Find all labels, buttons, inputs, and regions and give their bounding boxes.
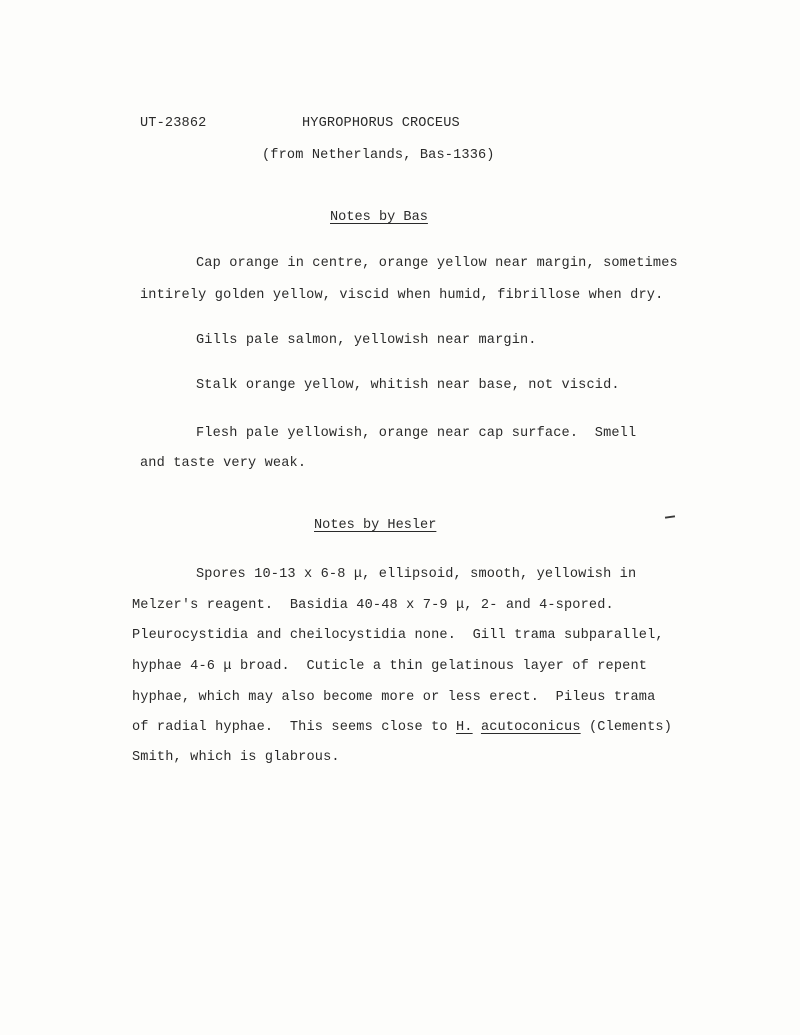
hesler-text-line: Smith, which is glabrous. bbox=[132, 750, 340, 765]
hesler-text-line: hyphae 4-6 μ broad. Cuticle a thin gelatinous layer of repent bbox=[132, 659, 648, 674]
bas-text-line: Cap orange in centre, orange yellow near margin, sometimes bbox=[196, 256, 678, 271]
origin-note: (from Netherlands, Bas-1336) bbox=[262, 148, 495, 163]
bas-text-line: Stalk orange yellow, whitish near base, not viscid. bbox=[196, 378, 620, 393]
bas-text-line: Flesh pale yellowish, orange near cap surface. Smell bbox=[196, 426, 637, 441]
genus-abbrev: H. bbox=[456, 720, 473, 735]
hesler-text-line: hyphae, which may also become more or less erect. Pileus trama bbox=[132, 690, 656, 705]
ink-mark bbox=[665, 515, 675, 518]
species-title: HYGROPHORUS CROCEUS bbox=[302, 116, 460, 131]
text-segment: (Clements) bbox=[580, 720, 673, 735]
hesler-text-line-species bbox=[132, 720, 672, 736]
species-epithet: acutoconicus bbox=[480, 720, 581, 735]
bas-text-line: and taste very weak. bbox=[140, 456, 307, 471]
text-segment: of radial hyphae. This seems close to bbox=[132, 720, 456, 735]
hesler-text-line: Spores 10-13 x 6-8 μ, ellipsoid, smooth, yellowish in bbox=[196, 567, 637, 582]
bas-text-line: intirely golden yellow, viscid when humid, fibrillose when dry. bbox=[140, 288, 664, 303]
section-heading-bas: Notes by Bas bbox=[330, 210, 428, 225]
hesler-text-line: Melzer's reagent. Basidia 40-48 x 7-9 μ, 2- and 4-spored. bbox=[132, 598, 614, 613]
text-segment bbox=[473, 720, 481, 735]
bas-text-line: Gills pale salmon, yellowish near margin. bbox=[196, 333, 537, 348]
section-heading-hesler: Notes by Hesler bbox=[314, 518, 437, 533]
hesler-text-line: Pleurocystidia and cheilocystidia none. Gill trama subparallel, bbox=[132, 628, 664, 643]
accession-number: UT-23862 bbox=[140, 116, 207, 131]
